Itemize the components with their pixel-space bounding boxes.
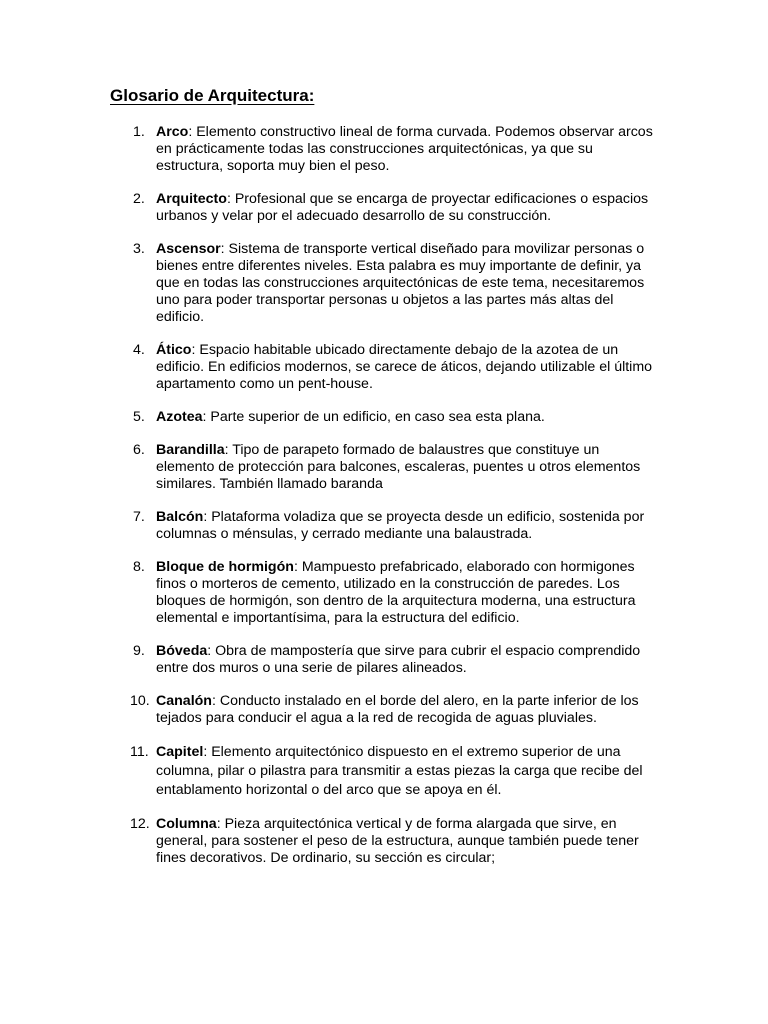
entry-number: 4. — [133, 342, 145, 358]
entry-number: 5. — [133, 409, 145, 425]
entry-term: Bóveda — [156, 643, 208, 659]
entry-definition: : Espacio habitable ubicado directamente debajo de la azotea de un edificio. En edificios modernos, se carece de áticos, dejando utilizable el último apartamento como un pent-house. — [156, 342, 653, 392]
entry-definition: : Profesional que se encarga de proyectar edificaciones o espacios urbanos y velar por el adecuado desarrollo de su construcción. — [156, 191, 649, 224]
glossary-entry — [0, 241, 661, 326]
entry-definition: : Tipo de parapeto formado de balaustres que constituye un elemento de protección para balcones, escaleras, puentes u otros elementos similares. También llamado baranda — [156, 442, 641, 492]
entry-definition: : Conducto instalado en el borde del alero, en la parte inferior de los tejados para conducir el agua a la red de recogida de aguas pluviales. — [156, 693, 639, 726]
entry-term: Arco — [156, 124, 189, 140]
entry-definition: : Parte superior de un edificio, en caso sea esta plana. — [202, 409, 545, 425]
glossary-entry — [0, 816, 661, 867]
glossary-entry — [0, 693, 661, 727]
glossary-entry — [0, 743, 661, 800]
entry-term: Bloque de hormigón — [156, 559, 294, 575]
glossary-entry — [0, 559, 661, 627]
entry-number: 10. — [130, 693, 150, 709]
glossary-entry — [0, 191, 661, 225]
glossary-list — [0, 124, 768, 883]
entry-number: 7. — [133, 509, 145, 525]
entry-term: Barandilla — [156, 442, 225, 458]
glossary-entry — [0, 409, 661, 426]
entry-number: 3. — [133, 241, 145, 257]
entry-term: Ático — [156, 342, 192, 358]
entry-term: Capitel — [156, 744, 204, 760]
entry-number: 9. — [133, 643, 145, 659]
glossary-entry — [0, 342, 661, 393]
glossary-entry — [0, 442, 661, 493]
entry-term: Arquitecto — [156, 191, 227, 207]
entry-term: Azotea — [156, 409, 203, 425]
entry-term: Columna — [156, 816, 217, 832]
entry-definition: : Pieza arquitectónica vertical y de forma alargada que sirve, en general, para sostener el peso de la estructura, aunque también puede tener fines decorativos. De ordinario, su sección es circular; — [156, 816, 639, 866]
glossary-entry — [0, 643, 661, 677]
entry-definition: : Elemento constructivo lineal de forma curvada. Podemos observar arcos en prácticamente todas las construcciones arquitectónicas, ya que su estructura, soporta muy bien el peso. — [156, 124, 653, 174]
entry-number: 6. — [133, 442, 145, 458]
entry-term: Ascensor — [156, 241, 221, 257]
document-title: Glosario de Arquitectura: — [110, 86, 315, 105]
entry-definition: : Plataforma voladiza que se proyecta desde un edificio, sostenida por columnas o ménsulas, y cerrado mediante una balaustrada. — [156, 509, 645, 542]
entry-number: 11. — [130, 744, 149, 760]
entry-definition: : Elemento arquitectónico dispuesto en el extremo superior de una columna, pilar o pilastra para transmitir a estas piezas la carga que recibe del entablamento horizontal o del arco que se apoya en él. — [156, 744, 643, 798]
entry-definition: : Sistema de transporte vertical diseñado para movilizar personas o bienes entre diferentes niveles. Esta palabra es muy importante de definir, ya que en todas las construcciones arquitectónicas de este tema, necesitaremos uno para poder transportar personas u objetos a las partes más altas del edificio. — [156, 241, 645, 325]
entry-number: 8. — [133, 559, 145, 575]
glossary-entry — [0, 124, 661, 175]
entry-term: Balcón — [156, 509, 204, 525]
entry-number: 1. — [133, 124, 145, 140]
glossary-entry — [0, 509, 661, 543]
entry-term: Canalón — [156, 693, 212, 709]
entry-number: 2. — [133, 191, 145, 207]
entry-definition: : Mampuesto prefabricado, elaborado con hormigones finos o morteros de cemento, utilizado en la construcción de paredes. Los bloques de hormigón, son dentro de la arquitectura moderna, una estructura elemental e importantísima, para la estructura del edificio. — [156, 559, 636, 626]
entry-definition: : Obra de mampostería que sirve para cubrir el espacio comprendido entre dos muros o una serie de pilares alineados. — [156, 643, 641, 676]
entry-number: 12. — [130, 816, 150, 832]
